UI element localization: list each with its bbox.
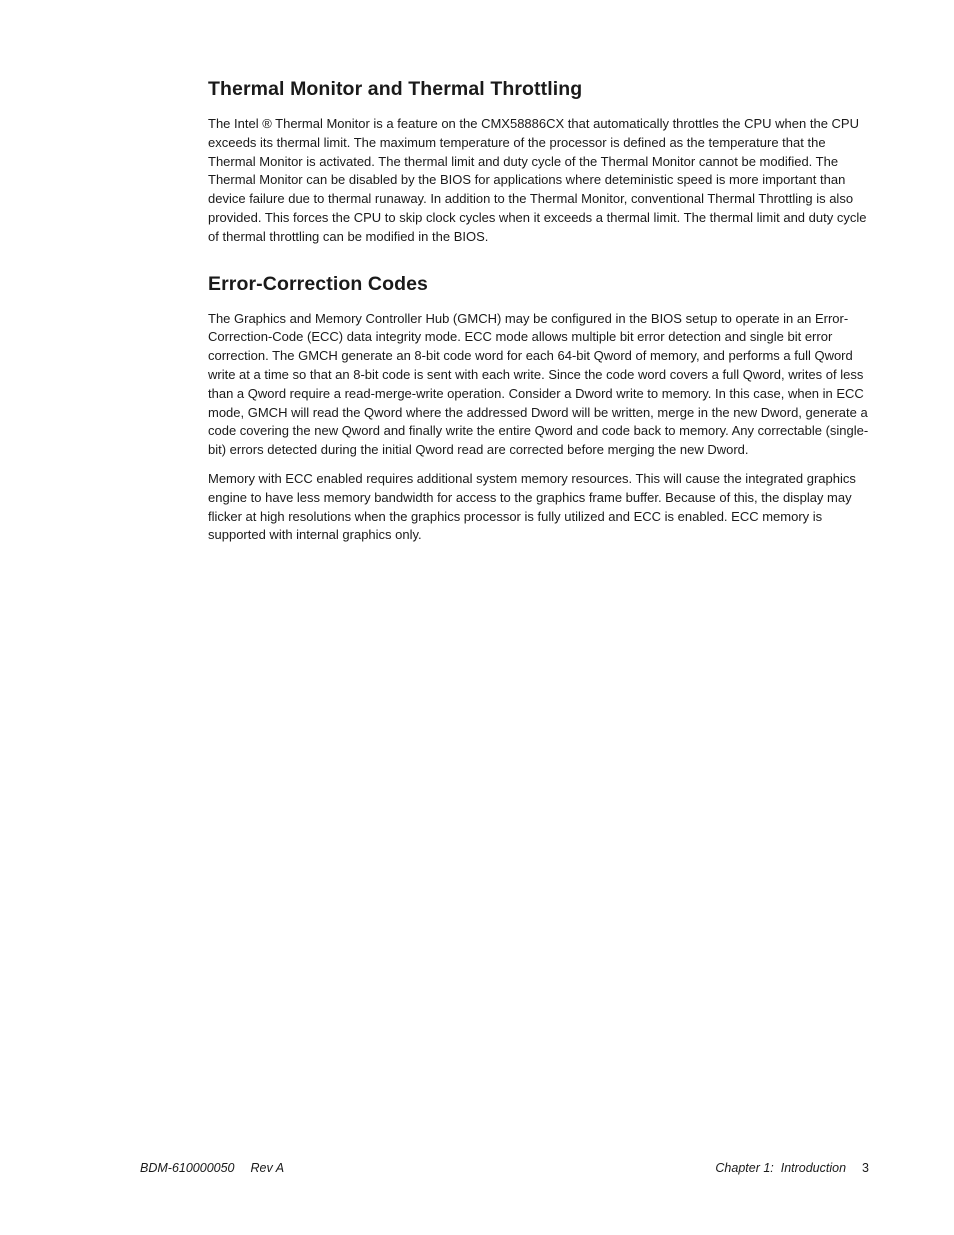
footer-chapter: Chapter 1: Introduction <box>715 1161 847 1175</box>
section-heading: Error-Correction Codes <box>208 272 428 295</box>
document-body <box>208 78 870 555</box>
body-paragraph: The Graphics and Memory Controller Hub (GMCH) may be configured in the BIOS setup to operate in an Error-Correction-Code (ECC) data integrity mode. ECC mode allows multiple bit error detection and single bit error correction. The GMCH generate an 8-bit code word for each 64-bit Qword of memory, and performs a full Qword write at a time so that an 8-bit code is sent with each write. Since the code word covers a full Qword, writes of less than a Qword require a read-merge-write operation. Consider a Dword write to memory. In this case, when in ECC mode, GMCH will read the Qword where the addressed Dword will be written, merge in the new Dword, generate a code covering the new Qword and finally write the entire Qword and code back to memory. Any correctable (single-bit) errors detected during the initial Qword read are corrected before merging the new Dword. <box>208 310 869 458</box>
section-thermal-monitor <box>208 78 870 247</box>
body-paragraph: The Intel ® Thermal Monitor is a feature on the CMX58886CX that automatically throttles the CPU when the CPU exceeds its thermal limit. The maximum temperature of the processor is defined as the temperature that the Thermal Monitor is activated. The thermal limit and duty cycle of the Thermal Monitor cannot be modified. The Thermal Monitor can be disabled by the BIOS for applications where deteministic speed is more important than device failure due to thermal runaway. In addition to the Thermal Monitor, conventional Thermal Throttling is also provided. This forces the CPU to skip clock cycles when it exceeds a thermal limit. The thermal limit and duty cycle of thermal throttling can be modified in the BIOS. <box>208 116 867 244</box>
footer-revision: Rev A <box>250 1161 285 1175</box>
footer-document-id <box>140 1161 284 1175</box>
body-paragraph: Memory with ECC enabled requires additional system memory resources. This will cause the integrated graphics engine to have less memory bandwidth for access to the graphics frame buffer. Because of this, the display may flicker at high resolutions when the graphics processor is fully utilized and ECC is enabled. ECC memory is supported with internal graphics only. <box>208 470 856 543</box>
section-error-correction-codes <box>208 273 870 546</box>
footer-doc-number: BDM-610000050 <box>140 1161 235 1175</box>
footer-chapter-info <box>715 1161 869 1175</box>
section-heading: Thermal Monitor and Thermal Throttling <box>208 78 583 100</box>
page-number: 3 <box>862 1161 869 1175</box>
